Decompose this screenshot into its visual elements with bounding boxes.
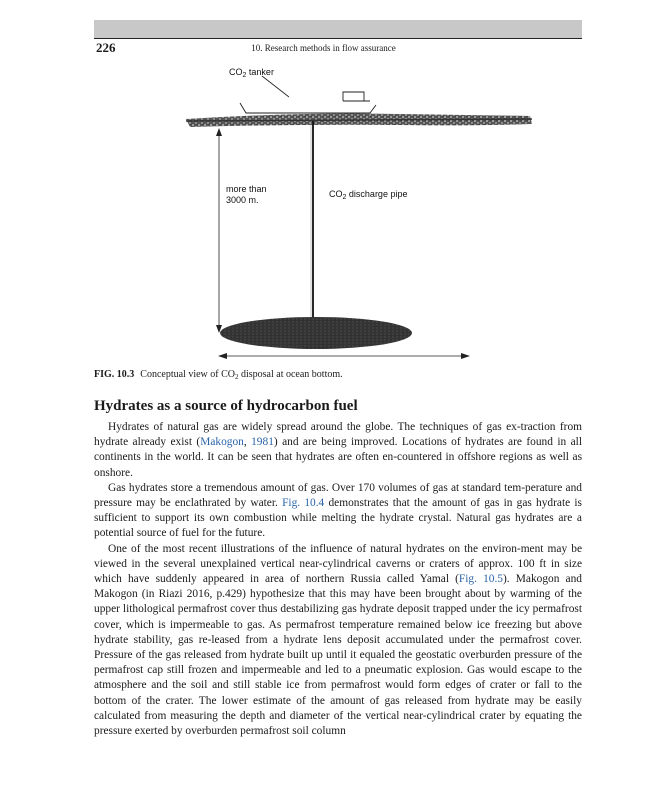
figure-caption: FIG. 10.3 Conceptual view of $CO_2$ disposal at ocean bottom. bbox=[94, 369, 343, 381]
body-text bbox=[94, 420, 582, 739]
citation-link-makogon[interactable]: Makogon bbox=[200, 436, 244, 449]
depth-arrow bbox=[216, 128, 222, 333]
width-arrow-head-left bbox=[218, 353, 227, 359]
section-heading: Hydrates as a source of hydrocarbon fuel bbox=[94, 398, 358, 414]
pipe-label: $CO_2$ discharge pipe bbox=[329, 189, 408, 201]
paragraph-2: Gas hydrates store a tremendous amount of gas. Over 170 volumes of gas at standard tem-perature and pressure may be enclathrated by water. Fig. 10.4 demonstrates that the amount of gas in gas hydrate is sufficient to support its own combustion while melting the hydrate crystal. Natural gas hydrates are a potential source of fuel for the future. bbox=[94, 481, 582, 540]
figure-link-10-4[interactable]: Fig. 10.4 bbox=[282, 497, 325, 510]
figure-link-10-5[interactable]: Fig. 10.5 bbox=[458, 573, 503, 586]
paragraph-1: Hydrates of natural gas are widely spread around the globe. The techniques of gas ex-traction from hydrate already exist (Makogon, 1981) and are being improved. Locations of hydrates are found in all continents in the world. It can be seen that hydrates are often en-countered in offshore regions as well as onshore. bbox=[94, 421, 582, 479]
ocean-surface bbox=[186, 114, 532, 127]
co2-lake-disc bbox=[220, 317, 412, 349]
citation-link-1981[interactable]: 1981 bbox=[251, 436, 274, 449]
tanker-pointer-line bbox=[262, 76, 289, 97]
depth-arrow-head-top bbox=[216, 128, 222, 136]
tanker-hull bbox=[240, 103, 376, 113]
tanker-ship bbox=[240, 92, 376, 113]
width-arrow-head-right bbox=[461, 353, 470, 359]
caption-number: FIG. 10.3 bbox=[94, 369, 135, 380]
co2-disposal-figure bbox=[0, 0, 647, 370]
tanker-bridge bbox=[343, 92, 364, 101]
paragraph-3: One of the most recent illustrations of the influence of natural hydrates on the environ-ment may be viewed in the several unexplained vertical near-cylindrical caverns or craters of approx. 100 ft in size which have suddenly appeared in area of northern Russia called Yamal (Fig. 10.5). Makogon and Makogon (in Riazi 2016, p.429) hypothesize that this may have been brought about by warming of the upper lithological permafrost cover thus destabilizing gas hydrate deposit trapped under the icy permafrost cover, which is impermeable to gas. As permafrost temperature remained below ice freezing but above hydrate stability, gas re-leased from a hydrate lens deposit accumulated under the permafrost cover. Pressure of the gas released from hydrate built up until it equaled the geostatic overburden pressure of the permafrost cap still frozen and impermeable and led to a pneumatic explosion. Gas would escape to the atmosphere and the soil and still stable ice from permafrost would form edges of crater or fall to the bottom of the crater. The lower estimate of the amount of gas released from hydrate may be easily calculated from measuring the depth and diameter of the vertical near-cylindrical crater by equating the pressure exerted by overburden permafrost soil column bbox=[94, 542, 582, 738]
co2-discharge-pipe bbox=[311, 121, 313, 323]
page-number: 226 bbox=[96, 40, 116, 55]
depth-label: more than 3000 m. bbox=[226, 184, 267, 205]
tanker-label: $CO_2$ tanker bbox=[229, 67, 274, 79]
width-arrow bbox=[218, 353, 470, 359]
running-head: 10. Research methods in flow assurance bbox=[251, 43, 396, 53]
